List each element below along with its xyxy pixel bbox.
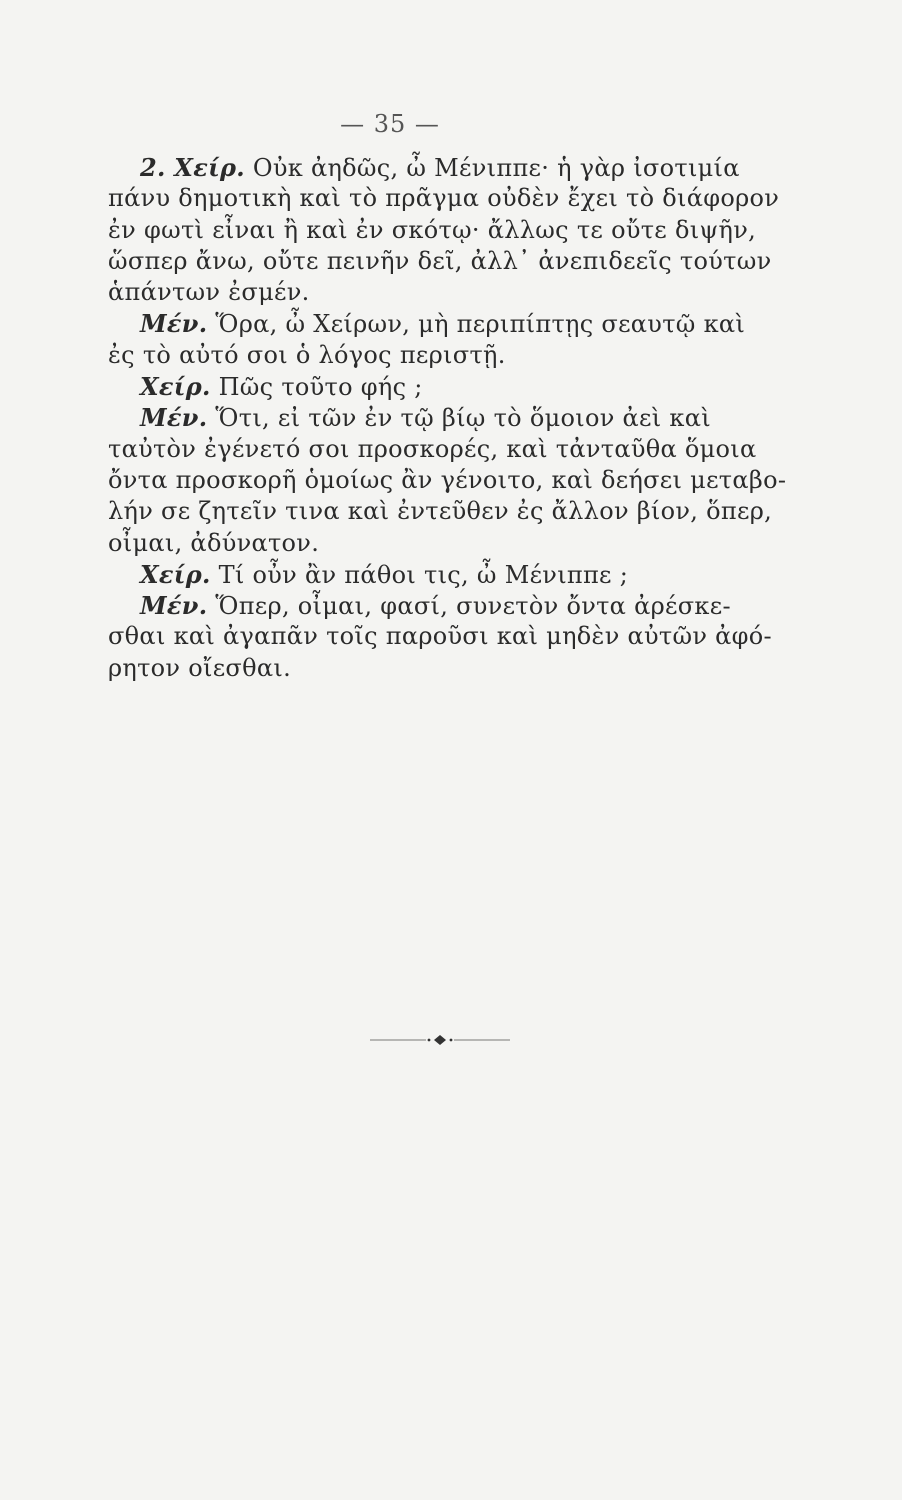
speaker-label: 2. Χείρ. — [140, 153, 245, 182]
diamond-rule-icon — [370, 1033, 510, 1047]
speaker-label: Χείρ. — [140, 559, 211, 589]
text-line — [108, 246, 788, 277]
speaker-label: Χείρ. — [140, 372, 211, 402]
text-line — [108, 590, 788, 621]
line-text: Ὅτι, εἰ τῶν ἐν τῷ βίῳ τὸ ὅμοιον ἀεὶ καὶ — [207, 404, 711, 433]
line-text: οἶμαι, ἀδύνατον. — [108, 528, 320, 557]
text-line — [108, 308, 788, 339]
text-line — [108, 183, 788, 214]
speaker-label: Μέν. — [140, 591, 208, 621]
text-line — [108, 465, 788, 496]
text-line — [108, 277, 788, 308]
text-line — [108, 215, 788, 246]
line-text: ὄντα προσκορῆ ὁμοίως ἂν γένοιτο, καὶ δεήσει μεταβο- — [108, 465, 787, 494]
line-text: ταὐτὸν ἐγένετό σοι προσκορές, καὶ τἀνταῦθα ὅμοια — [108, 434, 757, 463]
line-text: ρητον οἴεσθαι. — [108, 653, 292, 682]
page-number: — 35 — — [340, 110, 440, 138]
text-line — [108, 402, 788, 433]
speaker-label: Μέν. — [140, 403, 208, 433]
text-line — [108, 559, 788, 590]
line-text: ἐν φωτὶ εἶναι ἢ καὶ ἐν σκότῳ· ἄλλως τε οὔτε διψῆν, — [108, 215, 757, 244]
text-line — [108, 653, 788, 684]
text-line — [108, 340, 788, 371]
line-text: ἁπάντων ἐσμέν. — [108, 278, 310, 307]
line-text: σθαι καὶ ἀγαπᾶν τοῖς παροῦσι καὶ μηδὲν αὐτῶν ἀφό- — [108, 622, 772, 651]
text-line — [108, 621, 788, 652]
text-line — [108, 434, 788, 465]
line-text: ὥσπερ ἄνω, οὔτε πεινῆν δεῖ, ἀλλ᾽ ἀνεπιδεεῖς τούτων — [108, 246, 772, 275]
line-text: Οὐκ ἀηδῶς, ὦ Μένιππε· ἡ γὰρ ἰσοτιμία — [244, 154, 740, 182]
speaker-label: Μέν. — [140, 309, 208, 339]
line-text: Ὅπερ, οἶμαι, φασί, συνετὸν ὄντα ἀρέσκε- — [207, 592, 731, 621]
line-text: πάνυ δημοτικὴ καὶ τὸ πρᾶγμα οὐδὲν ἔχει τὸ διάφορον — [108, 184, 780, 213]
line-text: Τί οὖν ἂν πάθοι τις, ὦ Μένιππε ; — [210, 560, 629, 589]
text-line — [108, 528, 788, 559]
dialogue-text — [108, 152, 788, 684]
text-line — [108, 152, 788, 183]
line-text: Ὅρα, ὦ Χείρων, μὴ περιπίπτῃς σεαυτῷ καὶ — [207, 310, 746, 339]
line-text: ἐς τὸ αὐτό σοι ὁ λόγος περιστῇ. — [108, 340, 506, 369]
text-line — [108, 371, 788, 402]
line-text: λήν σε ζητεῖν τινα καὶ ἐντεῦθεν ἐς ἄλλον βίον, ὅπερ, — [108, 497, 773, 526]
text-line — [108, 496, 788, 527]
line-text: Πῶς τοῦτο φής ; — [210, 373, 423, 402]
